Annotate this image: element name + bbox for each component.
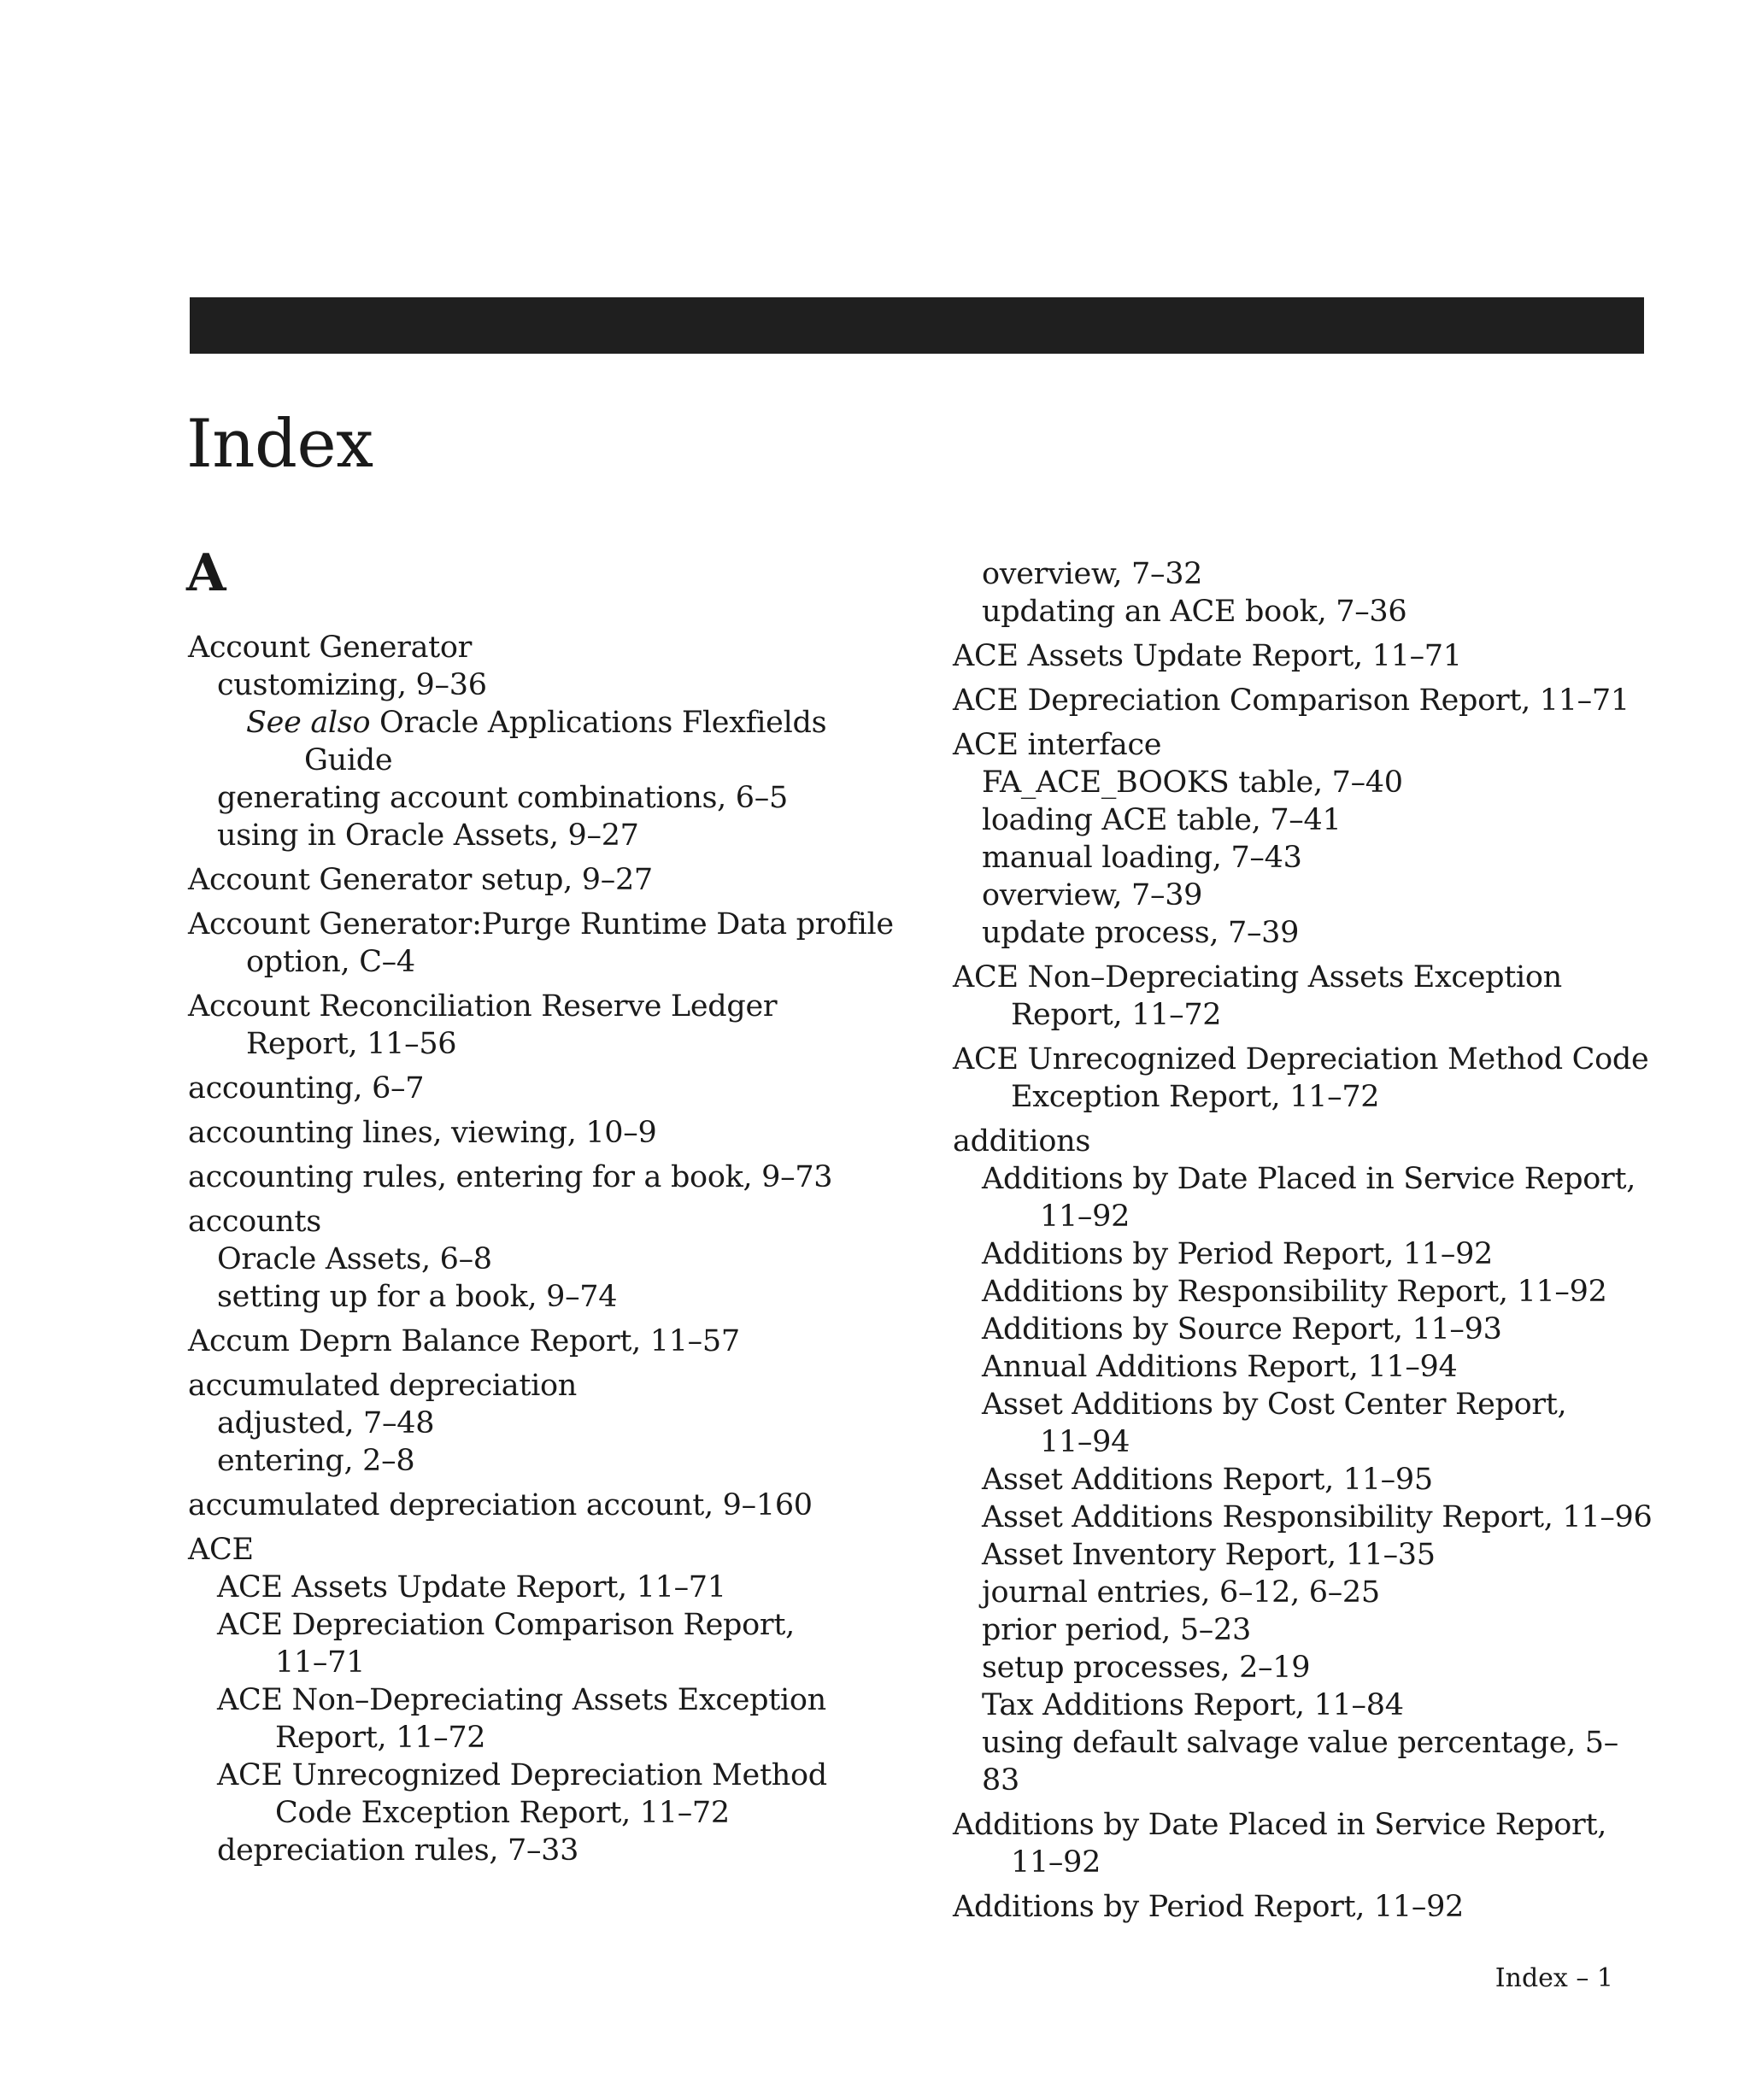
- index-entry: [217, 666, 897, 704]
- index-entry: [246, 704, 897, 779]
- index-entry: [982, 1686, 1653, 1724]
- index-entry: [982, 593, 1653, 631]
- index-entry-text: ACE interface: [953, 728, 1162, 762]
- section-letter-heading: A: [186, 543, 226, 603]
- index-entry-text: setup processes, 2–19: [982, 1651, 1311, 1685]
- index-entry: [953, 637, 1653, 675]
- index-entry-text: entering, 2–8: [217, 1444, 415, 1478]
- index-entry-text: accounting rules, entering for a book, 9–73: [188, 1160, 833, 1194]
- index-entry-text: additions: [953, 1124, 1091, 1159]
- index-entry: [982, 1348, 1653, 1386]
- index-entry-text: prior period, 5–23: [982, 1613, 1251, 1647]
- index-entry-text: update process, 7–39: [982, 916, 1300, 950]
- index-entry-text: accounting, 6–7: [188, 1071, 425, 1106]
- index-entry-text: ACE Non–Depreciating Assets Exception: [217, 1683, 826, 1717]
- index-entry-text: Asset Additions by Cost Center Report,: [982, 1387, 1567, 1422]
- index-entry-text: accumulated depreciation account, 9–160: [188, 1488, 813, 1522]
- index-entry: [982, 1724, 1653, 1799]
- index-entry-continuation: Code Exception Report, 11–72: [275, 1796, 730, 1830]
- index-entry-text: using default salvage value percentage, 5–83: [982, 1726, 1618, 1798]
- index-entry: [982, 801, 1653, 839]
- index-entry: [982, 1386, 1653, 1461]
- index-entry: [188, 1367, 897, 1405]
- index-entry: [982, 1536, 1653, 1574]
- index-entry-text: ACE: [188, 1533, 254, 1567]
- index-entry-text: overview, 7–39: [982, 878, 1203, 912]
- index-entry-text: manual loading, 7–43: [982, 841, 1302, 875]
- index-entry-continuation: Guide: [304, 743, 393, 777]
- index-entry-text: Asset Additions Responsibility Report, 11–96: [982, 1500, 1653, 1534]
- index-entry-text: depreciation rules, 7–33: [217, 1833, 579, 1868]
- index-entry: [188, 1114, 897, 1152]
- index-entry: [982, 839, 1653, 877]
- index-entry-text: accounts: [188, 1205, 321, 1239]
- index-entry-text: ACE Depreciation Comparison Report,: [217, 1608, 795, 1642]
- index-entry: [188, 1203, 897, 1241]
- index-entry-text: ACE Depreciation Comparison Report, 11–71: [953, 683, 1630, 718]
- index-entry-text: Additions by Responsibility Report, 11–92: [982, 1275, 1607, 1309]
- index-entry: [217, 817, 897, 854]
- index-entry-text: ACE Non–Depreciating Assets Exception: [953, 960, 1562, 994]
- index-entry: [217, 1757, 897, 1832]
- index-entry-text: Account Generator:Purge Runtime Data profile: [188, 907, 894, 941]
- index-entry-text: Additions by Date Placed in Service Report,: [953, 1808, 1607, 1842]
- index-entry-text: customizing, 9–36: [217, 668, 487, 702]
- index-entry-text: Account Generator: [188, 631, 473, 665]
- index-entry-text: Account Reconciliation Reserve Ledger: [188, 989, 778, 1024]
- index-entry: [982, 764, 1653, 801]
- index-entry: [953, 1888, 1653, 1926]
- index-entry: [982, 1160, 1653, 1235]
- index-entry: [188, 1070, 897, 1107]
- index-entry: [982, 1311, 1653, 1348]
- index-entry-text: Additions by Date Placed in Service Report,: [982, 1162, 1636, 1196]
- index-entry: [188, 861, 897, 899]
- index-entry-text: Additions by Source Report, 11–93: [982, 1312, 1502, 1346]
- index-entry: [188, 629, 897, 666]
- index-entry-text: ACE Assets Update Report, 11–71: [953, 639, 1462, 673]
- index-entry: [217, 1606, 897, 1681]
- see-also-label: See also: [246, 706, 371, 740]
- index-entry: [982, 1574, 1653, 1611]
- index-entry: [982, 877, 1653, 914]
- index-entry: [982, 914, 1653, 952]
- index-entry-continuation: option, C–4: [246, 945, 415, 979]
- index-entry-text: accounting lines, viewing, 10–9: [188, 1116, 657, 1150]
- index-entry-text: Tax Additions Report, 11–84: [982, 1688, 1404, 1722]
- index-entry: [982, 1499, 1653, 1536]
- page-footer: Index – 1: [1495, 1963, 1613, 1993]
- index-entry: [217, 1405, 897, 1442]
- index-entry: [217, 1442, 897, 1480]
- index-entry-text: using in Oracle Assets, 9–27: [217, 818, 639, 853]
- index-entry: [953, 726, 1653, 764]
- index-column-left: [188, 629, 897, 1869]
- index-entry-text: ACE Unrecognized Depreciation Method: [217, 1758, 827, 1792]
- index-entry: [188, 988, 897, 1063]
- index-entry-continuation: Report, 11–72: [275, 1721, 486, 1755]
- index-entry-text: updating an ACE book, 7–36: [982, 595, 1407, 629]
- index-entry-continuation: 11–71: [275, 1645, 366, 1680]
- index-entry-text: Annual Additions Report, 11–94: [982, 1350, 1458, 1384]
- index-entry-text: setting up for a book, 9–74: [217, 1280, 618, 1314]
- index-entry-text: journal entries, 6–12, 6–25: [982, 1575, 1380, 1610]
- index-entry-text: FA_ACE_BOOKS table, 7–40: [982, 766, 1403, 800]
- index-entry: [953, 682, 1653, 719]
- index-entry-text: Oracle Applications Flexfields: [370, 706, 827, 740]
- index-column-right: [953, 555, 1653, 1926]
- index-entry: [953, 1041, 1653, 1116]
- index-entry: [217, 779, 897, 817]
- index-entry: [188, 1531, 897, 1569]
- index-entry: [982, 1461, 1653, 1499]
- index-entry-text: Oracle Assets, 6–8: [217, 1242, 492, 1276]
- index-entry: [217, 1278, 897, 1316]
- index-entry: [982, 555, 1653, 593]
- index-entry-text: adjusted, 7–48: [217, 1406, 435, 1440]
- index-entry: [217, 1569, 897, 1606]
- index-entry-continuation: Report, 11–72: [1011, 998, 1222, 1032]
- page-title: Index: [186, 406, 373, 483]
- index-entry-text: generating account combinations, 6–5: [217, 781, 788, 815]
- index-entry: [188, 1487, 897, 1524]
- index-entry-continuation: Report, 11–56: [246, 1027, 457, 1061]
- index-entry-text: accumulated depreciation: [188, 1369, 578, 1403]
- index-entry-continuation: Exception Report, 11–72: [1011, 1080, 1380, 1114]
- index-entry-text: loading ACE table, 7–41: [982, 803, 1342, 837]
- index-entry-continuation: 11–94: [1040, 1425, 1130, 1459]
- index-entry-continuation: 11–92: [1040, 1200, 1130, 1234]
- index-entry: [188, 1323, 897, 1360]
- index-entry-continuation: 11–92: [1011, 1845, 1101, 1880]
- index-entry: [982, 1649, 1653, 1686]
- index-entry: [217, 1681, 897, 1757]
- index-entry-text: overview, 7–32: [982, 557, 1203, 591]
- index-entry: [188, 1159, 897, 1196]
- index-entry-text: Account Generator setup, 9–27: [188, 863, 653, 897]
- index-entry: [953, 1806, 1653, 1881]
- index-entry: [188, 906, 897, 981]
- index-entry-text: ACE Assets Update Report, 11–71: [217, 1570, 726, 1604]
- index-entry: [217, 1832, 897, 1869]
- index-entry: [982, 1611, 1653, 1649]
- index-entry-text: Asset Additions Report, 11–95: [982, 1463, 1433, 1497]
- index-entry-text: Accum Deprn Balance Report, 11–57: [188, 1324, 740, 1358]
- index-entry: [953, 959, 1653, 1034]
- index-entry: [217, 1241, 897, 1278]
- index-entry-text: Additions by Period Report, 11–92: [982, 1237, 1494, 1271]
- index-entry-text: Asset Inventory Report, 11–35: [982, 1538, 1436, 1572]
- index-entry: [982, 1273, 1653, 1311]
- header-bar: [190, 297, 1644, 354]
- index-entry: [982, 1235, 1653, 1273]
- index-entry-text: ACE Unrecognized Depreciation Method Code: [953, 1042, 1649, 1076]
- index-entry-text: Additions by Period Report, 11–92: [953, 1890, 1465, 1924]
- index-entry: [953, 1123, 1653, 1160]
